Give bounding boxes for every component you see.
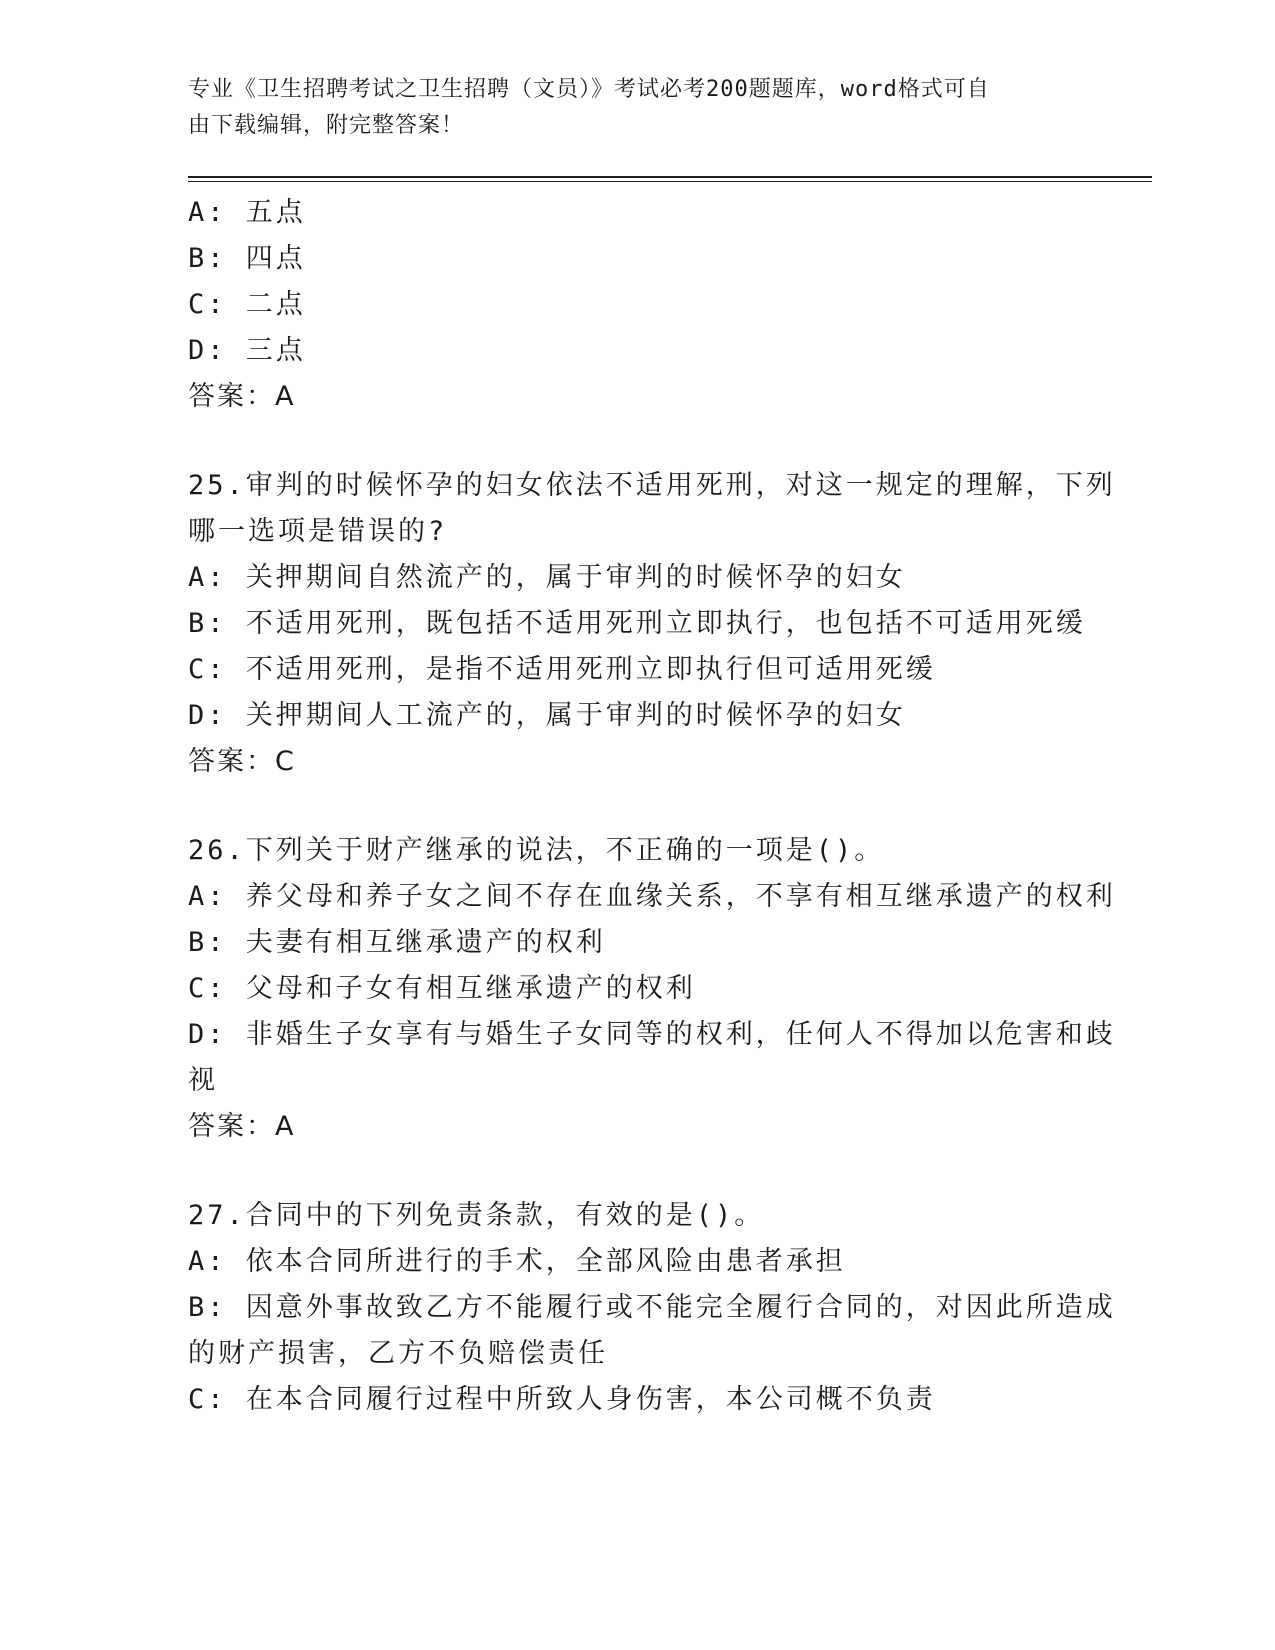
option-a: A: 养父母和养子女之间不存在血缘关系，不享有相互继承遗产的权利 [188, 881, 1116, 912]
option-d: D: 关押期间人工流产的，属于审判的时候怀孕的妇女 [188, 700, 906, 731]
option-b: B: 因意外事故致乙方不能履行或不能完全履行合同的，对因此所造成 [188, 1292, 1116, 1323]
question-text: 27.合同中的下列免责条款，有效的是()。 [188, 1200, 765, 1231]
option-a: A: 关押期间自然流产的，属于审判的时候怀孕的妇女 [188, 562, 906, 593]
question-block-25 [188, 463, 1116, 785]
option-a: A: 五点 [188, 197, 306, 228]
option-a: A: 依本合同所进行的手术，全部风险由患者承担 [188, 1246, 846, 1277]
header-rule-thick [188, 176, 1152, 178]
option-b: B: 四点 [188, 243, 306, 274]
option-c: C: 不适用死刑，是指不适用死刑立即执行但可适用死缓 [188, 654, 936, 685]
header-line-1: 专业《卫生招聘考试之卫生招聘（文员）》考试必考200题题库，word格式可自 [188, 77, 990, 102]
option-d-cont: 视 [188, 1065, 218, 1096]
question-text: 25.审判的时候怀孕的妇女依法不适用死刑，对这一规定的理解，下列 [188, 470, 1116, 501]
question-text-cont: 哪一选项是错误的? [188, 516, 448, 547]
option-b-cont: 的财产损害，乙方不负赔偿责任 [188, 1338, 608, 1369]
question-block-prev [188, 190, 1068, 420]
answer-line: 答案：A [188, 1111, 296, 1142]
question-block-26 [188, 828, 1116, 1150]
header-rule-thin [188, 181, 1152, 182]
question-list [188, 190, 1116, 1423]
question-text: 26.下列关于财产继承的说法，不正确的一项是()。 [188, 835, 885, 866]
option-b: B: 夫妻有相互继承遗产的权利 [188, 927, 606, 958]
option-c: C: 二点 [188, 289, 306, 320]
header-line-2: 由下载编辑，附完整答案！ [188, 113, 465, 138]
document-header [188, 72, 1068, 144]
option-c: C: 在本合同履行过程中所致人身伤害，本公司概不负责 [188, 1384, 936, 1415]
option-c: C: 父母和子女有相互继承遗产的权利 [188, 973, 696, 1004]
question-block-27 [188, 1193, 1116, 1423]
option-d: D: 非婚生子女享有与婚生子女同等的权利，任何人不得加以危害和歧 [188, 1019, 1116, 1050]
answer-line: 答案：C [188, 746, 296, 777]
option-b: B: 不适用死刑，既包括不适用死刑立即执行，也包括不可适用死缓 [188, 608, 1086, 639]
option-d: D: 三点 [188, 335, 306, 366]
answer-line: 答案：A [188, 381, 296, 412]
